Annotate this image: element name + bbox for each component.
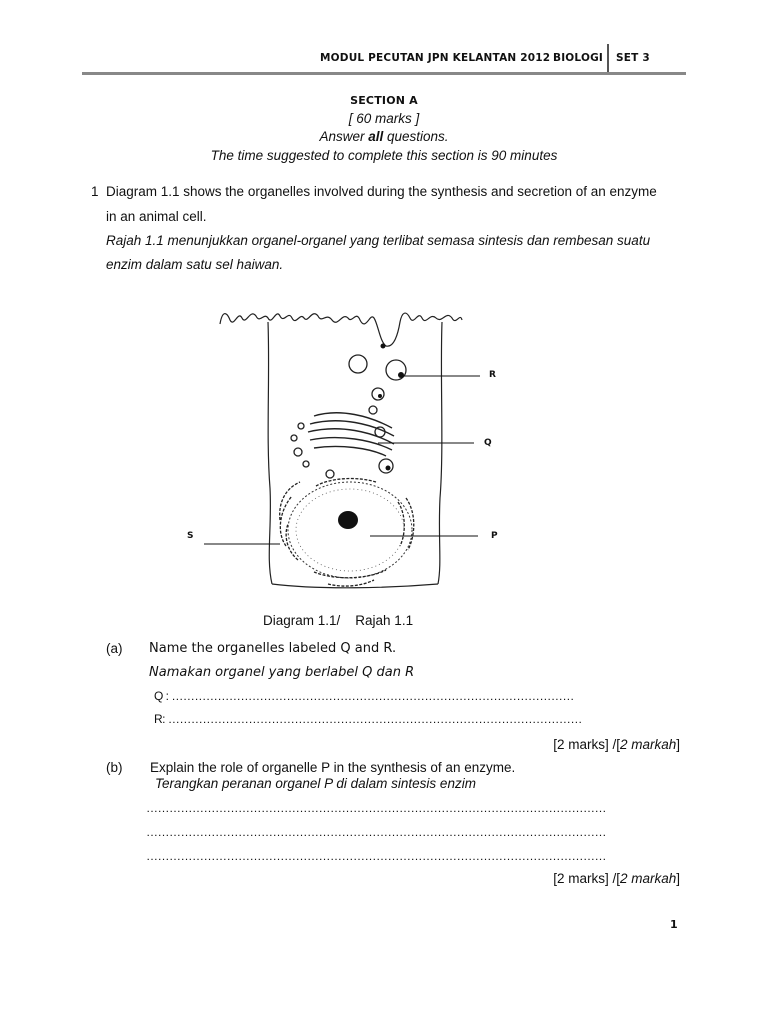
label-p: P	[491, 531, 498, 541]
part-b-label: (b)	[106, 760, 123, 775]
header-rule	[82, 72, 686, 75]
part-b-marks: [2 marks] /[2 markah]	[553, 871, 680, 886]
section-time: The time suggested to complete this section is 90 minutes	[210, 148, 558, 163]
part-b-question: Explain the role of organelle P in the synthesis of an enzyme.	[150, 760, 516, 775]
question-malay-2: enzim dalam satu sel haiwan.	[106, 257, 284, 272]
header-title: MODUL PECUTAN JPN KELANTAN 2012	[320, 52, 551, 64]
question-text-2: in an animal cell.	[106, 209, 207, 224]
diagram-caption: Diagram 1.1/ Rajah 1.1	[263, 613, 414, 628]
header-set: SET 3	[616, 52, 650, 64]
part-a-malay: Namakan organel yang berlabel Q dan R	[149, 665, 415, 680]
label-s: S	[187, 531, 194, 541]
part-a-question: Name the organelles labeled Q and R.	[149, 641, 397, 656]
header-divider	[607, 44, 609, 72]
part-a-label: (a)	[106, 641, 123, 656]
cell-diagram	[180, 288, 510, 600]
question-number: 1	[91, 184, 99, 199]
part-b-malay: Terangkan peranan organel P di dalam sintesis enzim	[155, 776, 476, 791]
answer-line-r[interactable]: R: ………………………………………………………………………………………………	[154, 712, 582, 726]
question-malay-1: Rajah 1.1 menunjukkan organel-organel yang terlibat semasa sintesis dan rembesan suatu	[106, 233, 651, 248]
part-a-marks: [2 marks] /[2 markah]	[553, 737, 680, 752]
section-marks: [ 60 marks ]	[348, 111, 420, 126]
answer-line-q[interactable]: Q : ……………………………………………………………………………………………	[154, 689, 574, 703]
page-number: 1	[670, 918, 678, 931]
section-instruction: Answer all questions.	[319, 129, 449, 144]
answer-line-b3[interactable]: …………………………………………………………………………………………………………	[146, 849, 606, 863]
label-r: R	[489, 370, 496, 380]
question-text-1: Diagram 1.1 shows the organelles involved during the synthesis and secretion of an enzyme	[106, 184, 657, 199]
label-q: Q	[484, 438, 492, 448]
answer-line-b1[interactable]: …………………………………………………………………………………………………………	[146, 801, 606, 815]
answer-line-b2[interactable]: …………………………………………………………………………………………………………	[146, 825, 606, 839]
header-subject: BIOLOGI	[553, 52, 604, 64]
section-title: SECTION A	[350, 94, 418, 107]
